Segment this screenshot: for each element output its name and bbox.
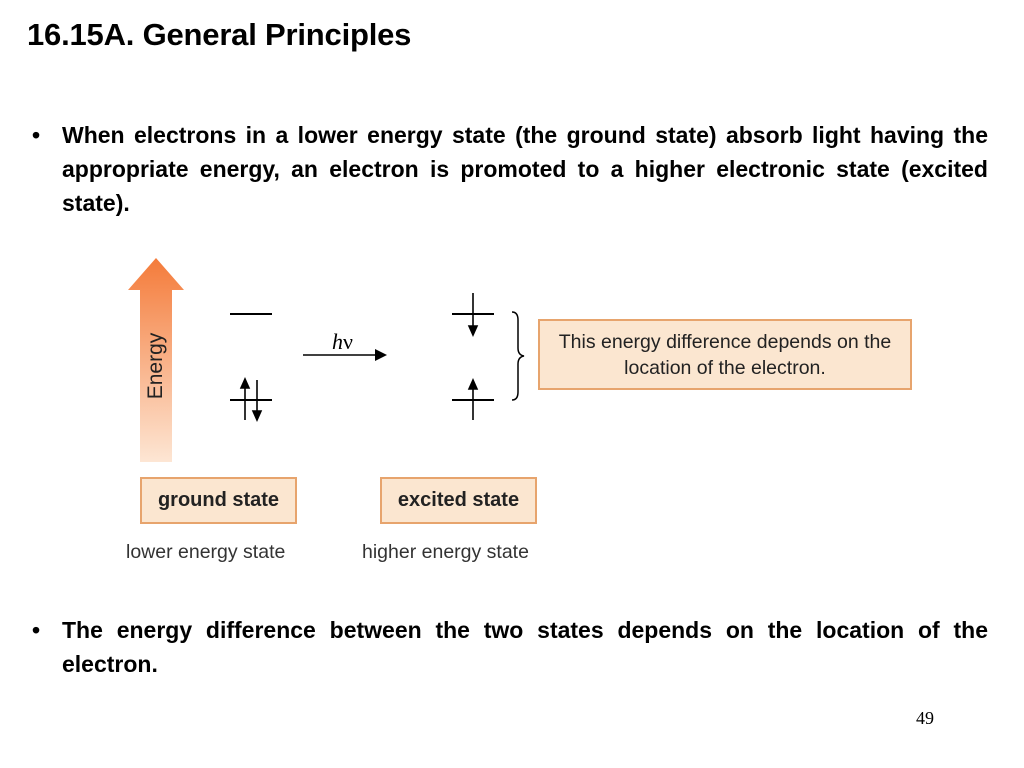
energy-gap-bracket (512, 312, 524, 400)
bullet-item (32, 613, 988, 681)
frequency-symbol: ν (343, 329, 353, 354)
photon-label (332, 329, 353, 355)
excited-state-caption: higher energy state (362, 541, 529, 563)
bullet-text: When electrons in a lower energy state (the ground state) absorb light having the appropriate energy, an electron is promoted to a higher electronic state (excited state). (62, 122, 988, 216)
ground-state-caption: lower energy state (126, 541, 286, 563)
energy-axis-label: Energy (144, 332, 167, 400)
excited-state-label: excited state (380, 477, 537, 524)
slide-title: 16.15A. General Principles (27, 17, 412, 52)
energy-difference-note: This energy difference depends on the location of the electron. (538, 319, 912, 390)
bullet-marker: • (32, 617, 41, 643)
bullet-text: The energy difference between the two states depends on the location of the electron. (62, 617, 988, 677)
ground-state-label: ground state (140, 477, 297, 524)
planck-symbol: h (332, 329, 343, 354)
bullet-marker: • (32, 122, 41, 148)
page-number: 49 (916, 708, 934, 728)
